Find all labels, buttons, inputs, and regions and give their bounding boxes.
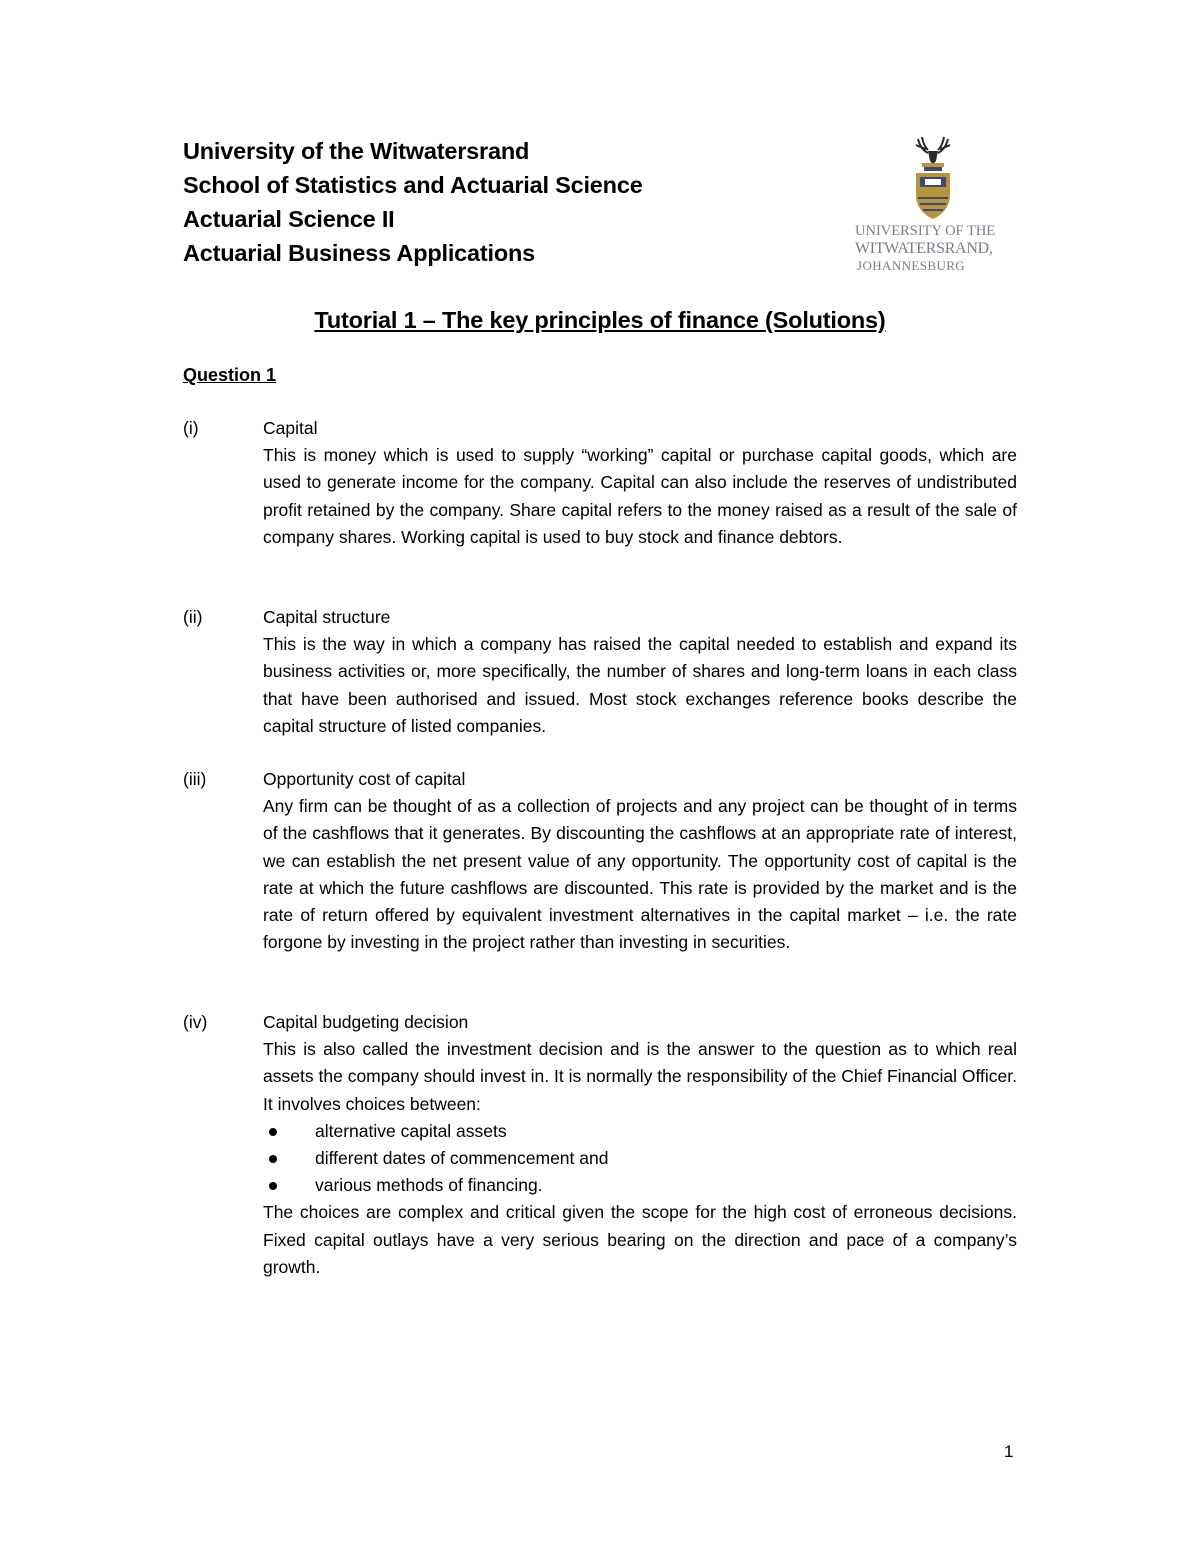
- header-school: School of Statistics and Actuarial Science: [183, 172, 643, 198]
- university-logo: [855, 135, 1010, 280]
- bullet-icon: [269, 1182, 277, 1190]
- item-text: This is the way in which a company has raised the capital needed to establish and expand its business activities or, more specifically, the number of shares and long-term loans in each class that have been authorised and issued. Most stock exchanges reference books describe the capital structure of listed companies.: [263, 634, 1017, 736]
- item-heading: Opportunity cost of capital: [263, 769, 466, 789]
- list-item: [263, 1145, 1017, 1172]
- bullet-icon: [269, 1128, 277, 1136]
- item-number: (iii): [183, 769, 207, 789]
- item-number: (ii): [183, 607, 203, 627]
- item-body: [263, 415, 1017, 551]
- choices-list: [263, 1118, 1017, 1200]
- item-text: This is also called the investment decision and is the answer to the question as to which real assets the company should invest in. It is normally the responsibility of the Chief Financial Officer. It involves choices between:: [263, 1039, 1017, 1114]
- item-text: This is money which is used to supply “working” capital or purchase capital goods, which are used to generate income for the company. Capital can also include the reserves of undistributed profit retained by the company. Share capital refers to the money raised as a result of the sale of company shares. Working capital is used to buy stock and finance debtors.: [263, 445, 1017, 547]
- header-course: Actuarial Science II: [183, 206, 395, 232]
- logo-wordmark-line2: WITWATERSRAND,: [855, 240, 993, 257]
- logo-wordmark-line1: UNIVERSITY OF THE: [855, 223, 996, 239]
- item-text: Any firm can be thought of as a collection of projects and any project can be thought of in terms of the cashflows that it generates. By discounting the cashflows at an appropriate rate of interest, we can establish the net present value of any opportunity. The opportunity cost of capital is the rate at which the future cashflows are discounted. This rate is provided by the market and is the rate of return offered by equivalent investment alternatives in the capital market – i.e. the rate forgone by investing in the project rather than investing in securities.: [263, 796, 1017, 953]
- item-body: [263, 604, 1017, 740]
- tutorial-title: Tutorial 1 – The key principles of finance (Solutions): [314, 307, 886, 333]
- item-number: (i): [183, 418, 199, 438]
- question-heading: Question 1: [183, 365, 277, 385]
- item-heading: Capital structure: [263, 607, 391, 627]
- list-item: [263, 1118, 1017, 1145]
- list-item-text: different dates of commencement and: [315, 1148, 609, 1169]
- header-university: University of the Witwatersrand: [183, 138, 530, 164]
- document-header: [183, 134, 743, 270]
- university-crest-icon: [908, 135, 958, 223]
- bullet-icon: [269, 1155, 277, 1163]
- item-body: [263, 766, 1017, 956]
- logo-wordmark-line3: JOHANNESBURG: [857, 258, 966, 273]
- item-heading: Capital budgeting decision: [263, 1012, 469, 1032]
- header-module: Actuarial Business Applications: [183, 240, 536, 266]
- item-text-after: The choices are complex and critical given the scope for the high cost of erroneous decisions. Fixed capital outlays have a very serious bearing on the direction and pace of a company’s growth.: [263, 1202, 1017, 1277]
- item-heading: Capital: [263, 418, 318, 438]
- logo-wordmark: [855, 223, 1010, 274]
- list-item-text: various methods of financing.: [315, 1175, 543, 1196]
- item-body: [263, 1009, 1017, 1281]
- list-item-text: alternative capital assets: [315, 1120, 507, 1141]
- item-number: (iv): [183, 1012, 208, 1032]
- list-item: [263, 1172, 1017, 1199]
- page-number: 1: [1004, 1442, 1014, 1461]
